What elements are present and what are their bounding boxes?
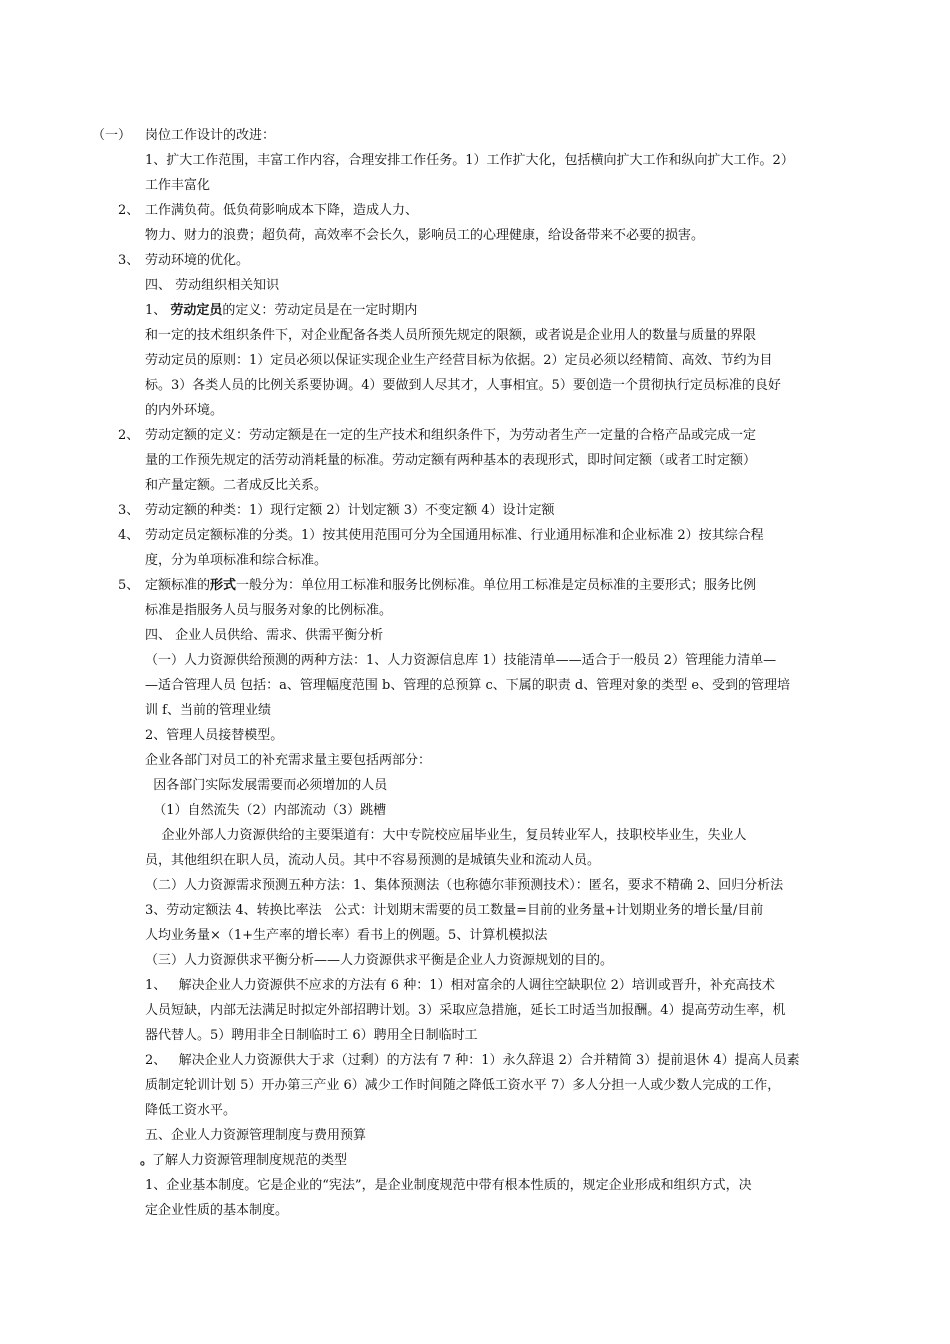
paragraph-line: 因各部门实际发展需要而必须增加的人员 — [145, 778, 388, 793]
bold-term: 形式 — [210, 578, 237, 593]
paragraph-line: （二）人力资源需求预测五种方法：1、集体预测法（也称德尔菲预测技术）：匿名，要求不精确 2、回归分析法 — [145, 878, 784, 893]
paragraph-line: —适合管理人员 包括：a、管理幅度范围 b、管理的总预算 c、下属的职责 d、管理对象的类型 e、受到的管理培 — [145, 678, 791, 693]
section-heading: 岗位工作设计的改进： — [145, 128, 276, 143]
paragraph-line: 人均业务量×（1+生产率的增长率）看书上的例题。5、计算机模拟法 — [145, 928, 548, 943]
list-marker: 3、 — [118, 253, 140, 268]
paragraph-line: 2、 解决企业人力资源供大于求（过剩）的方法有 7 种：1）永久辞退 2）合并精简 3）提前退休 4）提高人员素 — [145, 1053, 800, 1068]
paragraph-line: 了解人力资源管理制度规范的类型 — [152, 1153, 348, 1168]
paragraph-line: 器代替人。5）聘用非全日制临时工 6）聘用全日制临时工 — [145, 1028, 478, 1043]
text-span: 的定义：劳动定员是在一定时期内 — [222, 303, 418, 318]
paragraph-line: 标准是指服务人员与服务对象的比例标准。 — [145, 603, 393, 618]
paragraph-line: 劳动环境的优化。 — [145, 253, 250, 268]
paragraph-line: 工作丰富化 — [145, 178, 211, 193]
bold-term: 劳动定员 — [170, 303, 223, 318]
paragraph-line — [145, 574, 756, 598]
paragraph-line: 劳动定员定额标准的分类。1）按其使用范围可分为全国通用标准、行业通用标准和企业标准 2）按其综合程 — [145, 528, 764, 543]
paragraph-line: 定企业性质的基本制度。 — [145, 1203, 289, 1218]
paragraph-line: 人员短缺，内部无法满足时拟定外部招聘计划。3）采取应急措施，延长工时适当加报酬。4）提高劳动生率，机 — [145, 1003, 786, 1018]
paragraph-line: （1）自然流失（2）内部流动（3）跳槽 — [145, 803, 387, 818]
list-marker: 4、 — [118, 528, 140, 543]
paragraph-line: 劳动定额的定义：劳动定额是在一定的生产技术和组织条件下，为劳动者生产一定量的合格产品或完成一定 — [145, 428, 757, 443]
paragraph-line: 2、管理人员接替模型。 — [145, 728, 284, 743]
section-heading: 四、 企业人员供给、需求、供需平衡分析 — [145, 628, 384, 643]
paragraph-line — [145, 299, 417, 323]
paragraph-line: （三）人力资源供求平衡分析——人力资源供求平衡是企业人力资源规划的目的。 — [145, 953, 614, 968]
section-heading: 五、企业人力资源管理制度与费用预算 — [145, 1128, 367, 1143]
list-marker: 3、 — [118, 503, 140, 518]
list-marker: 2、 — [118, 428, 140, 443]
paragraph-line: 度，分为单项标准和综合标准。 — [145, 553, 328, 568]
paragraph-line: 量的工作预先规定的活劳动消耗量的标准。劳动定额有两种基本的表现形式，即时间定额（或者工时定额） — [145, 453, 757, 468]
section-heading: 四、 劳动组织相关知识 — [145, 278, 280, 293]
paragraph-line: 1、扩大工作范围，丰富工作内容，合理安排工作任务。1）工作扩大化，包括横向扩大工作和纵向扩大工作。2） — [145, 153, 794, 168]
text-span: 一般分为：单位用工标准和服务比例标准。单位用工标准是定员标准的主要形式；服务比例 — [236, 578, 757, 593]
text-span: 定额标准的 — [145, 578, 211, 593]
section-marker: （一） — [92, 128, 132, 143]
paragraph-line: 劳动定额的种类：1）现行定额 2）计划定额 3）不变定额 4）设计定额 — [145, 503, 555, 518]
paragraph-line: 训 f、当前的管理业绩 — [145, 703, 271, 718]
paragraph-line: 劳动定员的原则：1）定员必须以保证实现企业生产经营目标为依据。2）定员必须以经精简、高效、节约为目 — [145, 353, 773, 368]
list-marker: 1、 — [145, 303, 171, 318]
paragraph-line: 标。3）各类人员的比例关系要协调。4）要做到人尽其才，人事相宜。5）要创造一个贯彻执行定员标准的良好 — [145, 378, 781, 393]
paragraph-line: 员，其他组织在职人员，流动人员。其中不容易预测的是城镇失业和流动人员。 — [145, 853, 601, 868]
paragraph-line: 3、劳动定额法 4、转换比率法 公式：计划期末需要的员工数量=目前的业务量+计划期业务的增长量/目前 — [145, 903, 764, 918]
list-marker: 5、 — [118, 578, 140, 593]
paragraph-line: 企业各部门对员工的补充需求量主要包括两部分： — [145, 753, 432, 768]
paragraph-line: 工作满负荷。低负荷影响成本下降，造成人力、 — [145, 203, 419, 218]
paragraph-line: 质制定轮训计划 5）开办第三产业 6）减少工作时间随之降低工资水平 7）多人分担一人或少数人完成的工作， — [145, 1078, 781, 1093]
bullet-dot: 。 — [140, 1153, 154, 1168]
paragraph-line: 1、企业基本制度。它是企业的“宪法”，是企业制度规范中带有根本性质的，规定企业形成和组织方式，决 — [145, 1178, 752, 1193]
paragraph-line: 和一定的技术组织条件下，对企业配备各类人员所预先规定的限额，或者说是企业用人的数量与质量的界限 — [145, 328, 757, 343]
list-marker: 2、 — [118, 203, 140, 218]
paragraph-line: 降低工资水平。 — [145, 1103, 237, 1118]
paragraph-line: 1、 解决企业人力资源供不应求的方法有 6 种：1）相对富余的人调往空缺职位 2）培训或晋升，补充高技术 — [145, 978, 775, 993]
paragraph-line: 和产量定额。二者成反比关系。 — [145, 478, 328, 493]
paragraph-line: 物力、财力的浪费；超负荷，高效率不会长久，影响员工的心理健康，给设备带来不必要的损害。 — [145, 228, 705, 243]
paragraph-line: 的内外环境。 — [145, 403, 224, 418]
paragraph-line: （一）人力资源供给预测的两种方法：1、人力资源信息库 1）技能清单——适合于一般员 2）管理能力清单— — [145, 653, 777, 668]
paragraph-line: 企业外部人力资源供给的主要渠道有：大中专院校应届毕业生，复员转业军人，技职校毕业生，失业人 — [145, 828, 747, 843]
